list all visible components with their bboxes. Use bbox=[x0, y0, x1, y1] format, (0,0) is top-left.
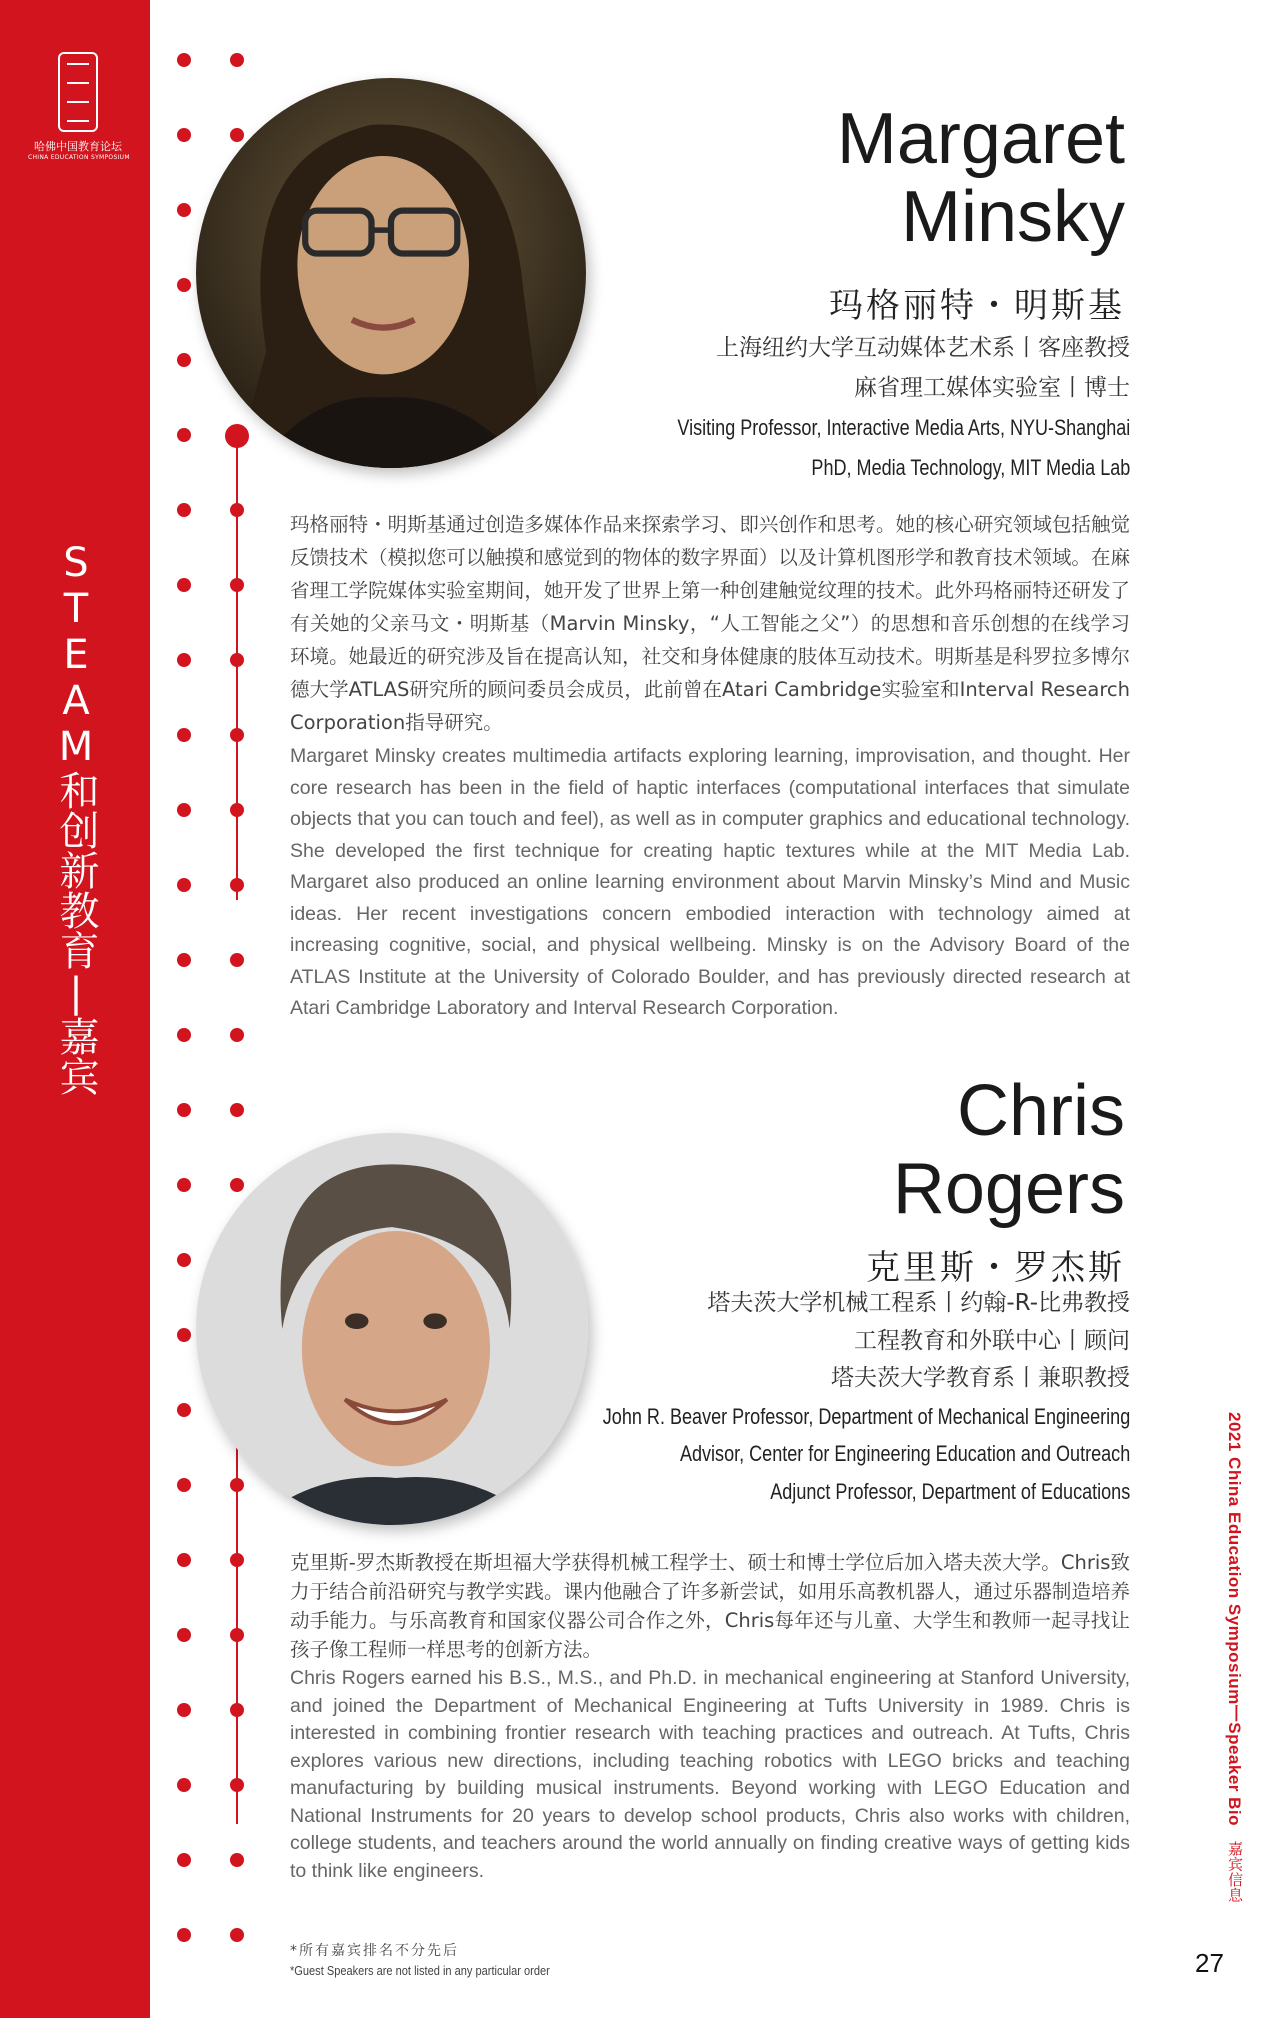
footnote bbox=[290, 1940, 596, 1980]
speaker-name-en bbox=[893, 1072, 1125, 1228]
title-cn-2: 工程教育和外联中心丨顾问 bbox=[854, 1327, 1130, 1354]
footnote-cn: *所有嘉宾排名不分先后 bbox=[290, 1943, 459, 1959]
decorative-dot bbox=[177, 1553, 191, 1567]
decorative-dot bbox=[177, 353, 191, 367]
speaker-last-name: Rogers bbox=[892, 1149, 1125, 1229]
decorative-dot bbox=[177, 653, 191, 667]
speaker-last-name: Minsky bbox=[900, 177, 1125, 257]
decorative-dot bbox=[177, 1853, 191, 1867]
decorative-dot bbox=[230, 1178, 244, 1192]
speaker-bio-en: Margaret Minsky creates multimedia artifacts exploring learning, improvisation, and thought. Her core research has been in the field of haptic interfaces (computational interfaces that simulate objects that you can touch and feel), as well as in computer graphics and educational technology. She developed the first technique for creating haptic textures while at the MIT Media Lab. Margaret also produced an online learning environment about Marvin Minsky’s Mind and Music ideas. Her recent investigations concern embodied interaction with technology aimed at increasing cognitive, social, and physical wellbeing. Minsky is on the Advisory Board of the ATLAS Institute at the University of Colorado Boulder, and has previously directed research at Atari Cambridge Laboratory and Interval Research Corporation. bbox=[290, 745, 1130, 1019]
speaker-titles bbox=[578, 328, 1130, 488]
title-cn-1: 塔夫茨大学机械工程系丨约翰-R-比弗教授 bbox=[707, 1290, 1130, 1316]
decorative-dot bbox=[177, 1403, 191, 1417]
decorative-dot bbox=[230, 128, 244, 142]
decorative-dot bbox=[177, 1103, 191, 1117]
speaker-name-en bbox=[837, 100, 1125, 256]
decorative-dot bbox=[177, 428, 191, 442]
decorative-dot bbox=[177, 1178, 191, 1192]
title-en-3: Adjunct Professor, Department of Educations bbox=[770, 1478, 1130, 1504]
title-cn-1: 上海纽约大学互动媒体艺术系丨客座教授 bbox=[716, 335, 1130, 361]
decorative-dot bbox=[177, 278, 191, 292]
decorative-dot bbox=[177, 53, 191, 67]
decorative-dot bbox=[177, 128, 191, 142]
speaker-name-cn: 克里斯・罗杰斯 bbox=[866, 1248, 1125, 1288]
decorative-dot bbox=[230, 953, 244, 967]
decorative-dot bbox=[230, 1028, 244, 1042]
decorative-dot bbox=[177, 503, 191, 517]
decorative-dot bbox=[177, 578, 191, 592]
decorative-dot bbox=[177, 803, 191, 817]
speaker-name-cn: 玛格丽特・明斯基 bbox=[829, 286, 1125, 326]
speaker-titles bbox=[487, 1285, 1130, 1510]
decorative-dot bbox=[177, 1253, 191, 1267]
title-en-2: Advisor, Center for Engineering Education and Outreach bbox=[679, 1441, 1130, 1466]
side-caption-cn: 嘉宾信息 bbox=[1226, 1841, 1243, 1904]
decorative-dot bbox=[230, 1853, 244, 1867]
decorative-dot bbox=[177, 953, 191, 967]
decorative-dot bbox=[177, 1778, 191, 1792]
decorative-dot bbox=[177, 1928, 191, 1942]
title-cn-2: 麻省理工媒体实验室丨博士 bbox=[854, 375, 1130, 401]
speaker-photo-margaret-minsky bbox=[196, 78, 586, 468]
decorative-dot bbox=[230, 1103, 244, 1117]
decorative-dot bbox=[177, 728, 191, 742]
decorative-dot bbox=[177, 1328, 191, 1342]
logo-text-cn: 哈佛中国教育论坛 bbox=[34, 140, 122, 153]
side-caption-main: 2021 China Education Symposium丨Speaker Bio bbox=[1225, 1412, 1244, 1827]
decorative-dot bbox=[230, 1928, 244, 1942]
decorative-dot bbox=[177, 1028, 191, 1042]
logo-text-en: CHINA EDUCATION SYMPOSIUM bbox=[28, 154, 130, 161]
page-number: 27 bbox=[1195, 1948, 1224, 1978]
footnote-en: *Guest Speakers are not listed in any particular order bbox=[290, 1963, 550, 1978]
speaker-bio-cn: 克里斯-罗杰斯教授在斯坦福大学获得机械工程学士、硕士和博士学位后加入塔夫茨大学。Chris致力于结合前沿研究与教学实践。课内他融合了许多新尝试，如用乐高教机器人，通过乐器制造培养动手能力。与乐高教育和国家仪器公司合作之外，Chris每年还与儿童、大学生和教师一起寻找让孩子像工程师一样思考的创新方法。 bbox=[290, 1551, 1130, 1661]
speaker-bio-en: Chris Rogers earned his B.S., M.S., and Ph.D. in mechanical engineering at Stanford University, and joined the Department of Mechanical Engineering at Tufts University in 1989. Chris is interested in combining frontier research with teaching practices and outreach. At Tufts, Chris explores various new directions, including teaching robotics with LEGO bricks and teaching manufacturing by building musical instruments. Beyond working with LEGO Education and National Instruments for 20 years to develop school products, Chris also works with children, college students, and teachers around the world annually on finding creative ways of getting kids to think like engineers. bbox=[290, 1667, 1130, 1882]
decorative-dot bbox=[230, 53, 244, 67]
decorative-dot bbox=[177, 203, 191, 217]
section-title: STEAM和创新教育|嘉宾 bbox=[53, 540, 99, 1096]
speaker-first-name: Chris bbox=[956, 1071, 1125, 1151]
decorative-dot bbox=[177, 1703, 191, 1717]
decorative-dot bbox=[177, 878, 191, 892]
title-cn-3: 塔夫茨大学教育系丨兼职教授 bbox=[831, 1365, 1130, 1391]
side-caption bbox=[1222, 1412, 1247, 1903]
speaker-first-name: Margaret bbox=[836, 99, 1125, 179]
timeline-marker-1 bbox=[225, 424, 249, 448]
title-en-1: John R. Beaver Professor, Department of Mechanical Engineering bbox=[602, 1403, 1130, 1429]
decorative-dot bbox=[177, 1478, 191, 1492]
title-en-2: PhD, Media Technology, MIT Media Lab bbox=[811, 455, 1130, 480]
speaker-bio-cn: 玛格丽特・明斯基通过创造多媒体作品来探索学习、即兴创作和思考。她的核心研究领域包括触觉反馈技术（模拟您可以触摸和感觉到的物体的数字界面）以及计算机图形学和教育技术领域。在麻省理工学院媒体实验室期间，她开发了世界上第一种创建触觉纹理的技术。此外玛格丽特还研发了有关她的父亲马文・明斯基（Marvin Minsky，“人工智能之父”）的思想和音乐创想的在线学习环境。她最近的研究涉及旨在提高认知，社交和身体健康的肢体互动技术。明斯基是科罗拉多博尔德大学ATLAS研究所的顾问委员会成员，此前曾在Atari Cambridge实验室和Interval Research Corporation指导研究。 bbox=[290, 513, 1130, 734]
title-en-1: Visiting Professor, Interactive Media Arts, NYU-Shanghai bbox=[677, 415, 1130, 440]
decorative-dot bbox=[177, 1628, 191, 1642]
